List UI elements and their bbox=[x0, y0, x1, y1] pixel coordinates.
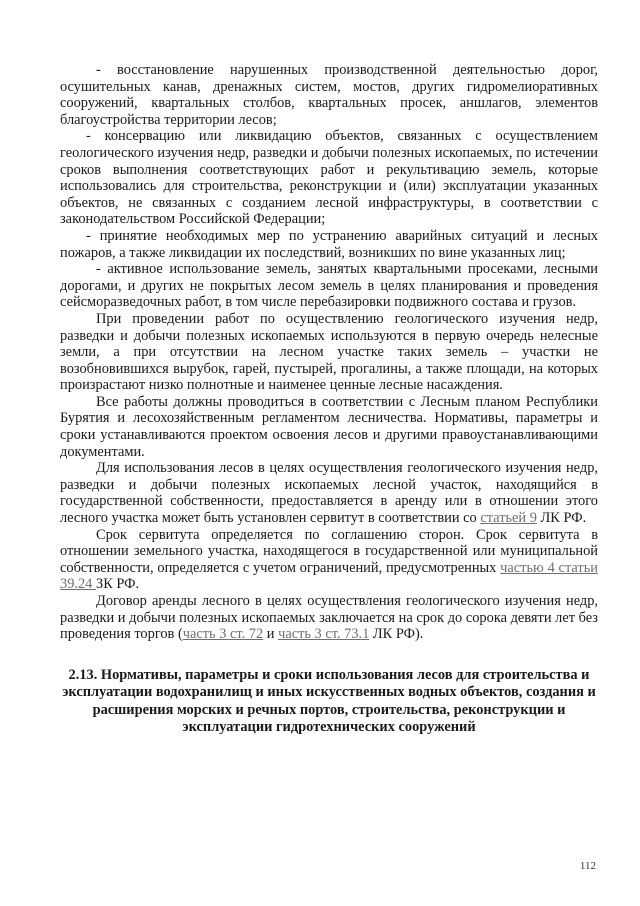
paragraph-forest-plan: Все работы должны проводиться в соответствии с Лесным планом Республики Бурятия и лесохозяйственным регламентом лесничества. Нормативы, параметры и сроки устанавливаются проектом освоения лесов и другими правоустанавливающими документами. bbox=[60, 393, 598, 460]
paragraph-lease-servitude bbox=[60, 460, 598, 526]
paragraph-lease-servitude-tail: ЛК РФ. bbox=[536, 510, 587, 527]
section-spacer bbox=[60, 643, 598, 667]
paragraph-lease-term bbox=[60, 593, 598, 643]
article-39-24-link[interactable]: частью 4 статьи 39.24 bbox=[60, 559, 598, 593]
paragraph-servitude-term-text: Срок сервитута определяется по соглашению сторон. Срок сервитута в отношении земельного участка, находящегося в государственной или муниципальной собственности, определяется с учетом ограничений, предусмотренных bbox=[60, 526, 598, 576]
paragraph-emergency-measures: - принятие необходимых мер по устранению аварийных ситуаций и лесных пожаров, а также ликвидации их последствий, возникших по вине указанных лиц; bbox=[60, 227, 598, 261]
paragraph-land-priority: При проведении работ по осуществлению геологического изучения недр, разведки и добычи полезных ископаемых используются в первую очередь нелесные земли, а при отсутствии на лесном участке таких земель – участки не возобновившихся вырубок, гарей, пустырей, прогалины, а также площади, на которых произрастают низко полнотные и наименее ценные лесные насаждения. bbox=[60, 310, 598, 394]
paragraph-restoration: - восстановление нарушенных производственной деятельностью дорог, осушительных канав, дренажных систем, мостов, других гидромелиоративных сооружений, квартальных столбов, квартальных просек, аншлагов, элементов благоустройства территории лесов; bbox=[60, 62, 598, 128]
paragraph-servitude-term bbox=[60, 527, 598, 593]
paragraph-lease-term-text: Договор аренды лесного в целях осуществления геологического изучения недр, разведки и добычи полезных ископаемых заключается на срок до сорока девяти лет без проведения торгов ( bbox=[60, 593, 598, 643]
article-72-link[interactable]: часть 3 ст. 72 bbox=[182, 626, 264, 643]
article-73-1-link[interactable]: часть 3 ст. 73.1 bbox=[278, 626, 370, 643]
paragraph-lease-term-mid: и bbox=[263, 626, 279, 643]
section-heading: 2.13. Нормативы, параметры и сроки использования лесов для строительства и эксплуатации водохранилищ и иных искусственных водных объектов, создания и расширения морских и речных портов, строительства, реконструкции и эксплуатации гидротехнических сооружений bbox=[62, 666, 596, 736]
article-9-link[interactable]: статьей 9 bbox=[480, 510, 537, 527]
paragraph-lease-term-tail: ЛК РФ). bbox=[369, 626, 424, 643]
paragraph-seismic-works: - активное использование земель, занятых квартальными просеками, лесными дорогами, и других не покрытых лесом земель в целях планирования и проведения сейсморазведочных работ, в том числе перебазировки подвижного состава и грузов. bbox=[60, 261, 598, 311]
page-number: 112 bbox=[579, 860, 596, 872]
paragraph-conservation: - консервацию или ликвидацию объектов, связанных с осуществлением геологического изучения недр, разведки и добычи полезных ископаемых, по истечении сроков выполнения соответствующих работ и рекультивацию земель, которые использовались для строительства, реконструкции и (или) эксплуатации указанных объектов, не связанных с созданием лесной инфраструктуры, в соответствии с законодательством Российской Федерации; bbox=[60, 128, 598, 228]
paragraph-lease-servitude-text: Для использования лесов в целях осуществления геологического изучения недр, разведки и добычи полезных ископаемых лесной участок, находящийся в государственной собственности, предоставляется в аренду или в отношении этого лесного участка может быть установлен сервитут в соответствии со bbox=[60, 460, 598, 527]
paragraph-servitude-term-tail: ЗК РФ. bbox=[95, 576, 140, 593]
